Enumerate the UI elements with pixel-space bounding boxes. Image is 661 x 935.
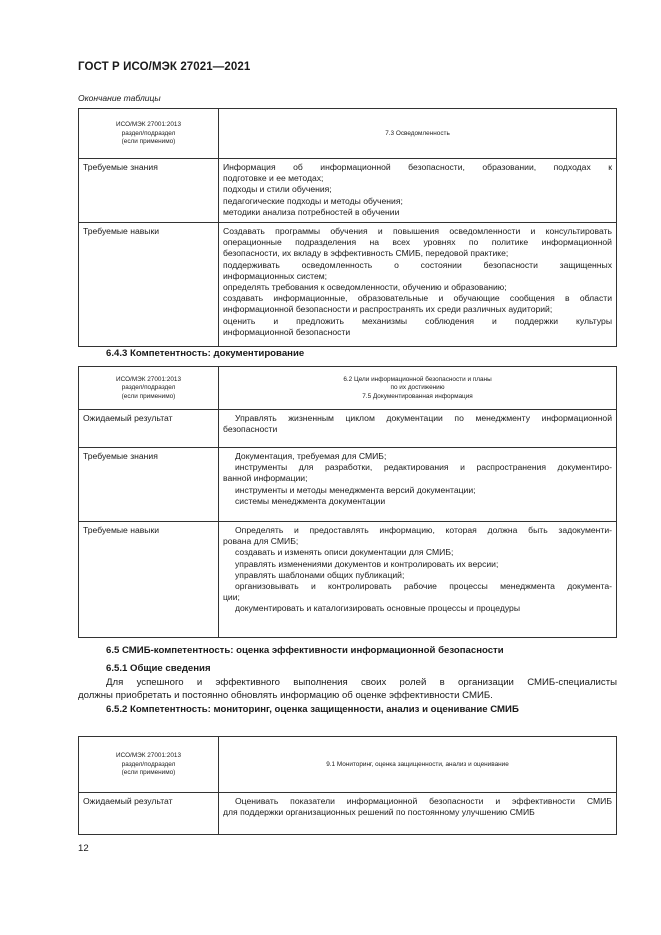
header-cell-clause-title xyxy=(219,737,617,793)
competence-table-monitoring xyxy=(78,736,617,835)
competence-table-documentation xyxy=(78,366,617,638)
text-line: создавать и изменять описи документации для СМИБ; xyxy=(235,547,454,558)
text-line: определять требования к осведомленности, обучению и образованию; xyxy=(223,282,507,293)
text-line: Для успешного и эффективного выполнения своих ролей в организации СМИБ-специалисты xyxy=(106,677,617,688)
header-cell-iso-clause xyxy=(79,109,219,159)
text-line: организовывать и контролировать рабочие процессы менеджмента документа- xyxy=(235,581,612,592)
row-label xyxy=(79,410,219,448)
document-header: ГОСТ Р ИСО/МЭК 27021—2021 xyxy=(78,61,251,73)
text-line: поддерживать осведомленность о состоянии безопасности защищенных xyxy=(223,259,612,270)
header-line: ИСО/МЭК 27001:2013 xyxy=(116,752,181,760)
section-heading-6-5-1: 6.5.1 Общие сведения xyxy=(106,663,211,674)
header-cell-iso-clause xyxy=(79,737,219,793)
text-line: безопасности xyxy=(223,424,278,435)
header-line: (если применимо) xyxy=(121,138,176,146)
header-cell-clause-title xyxy=(219,367,617,410)
row-label xyxy=(79,793,219,835)
row-content xyxy=(219,522,617,638)
text-line: инструменты и методы менеджмента версий документации; xyxy=(235,484,476,495)
header-cell-iso-clause xyxy=(79,367,219,410)
row-content xyxy=(219,410,617,448)
row-label: Требуемые знания xyxy=(79,448,219,522)
header-cell-clause-title xyxy=(219,109,617,159)
section-heading-6-5-2: 6.5.2 Компетентность: мониторинг, оценка защищенности, анализ и оценивание СМИБ xyxy=(106,704,519,715)
header-line: ИСО/МЭК 27001:2013 xyxy=(116,121,181,129)
row-content xyxy=(219,448,617,522)
text-line: ции; xyxy=(223,592,240,603)
text-line: Управлять жизненным циклом документации по менеджменту информационной xyxy=(235,413,612,423)
competence-table-awareness xyxy=(78,108,617,347)
text-line: безопасности, их вкладу в эффективность СМИБ, передовой практике; xyxy=(223,248,509,259)
text-line: Информация об информационной безопасности, образовании, подходах к xyxy=(223,162,612,172)
row-content xyxy=(219,223,617,347)
text-line: системы менеджмента документации xyxy=(235,495,386,506)
row-content xyxy=(219,159,617,223)
text-line: должны приобретать и постоянно обновлять информацию об оценке эффективности СМИБ. xyxy=(78,689,493,701)
paragraph-6-5-1 xyxy=(78,677,617,702)
row-label-text: Ожидаемый результат xyxy=(83,796,173,806)
text-line: оценить и предложить механизмы соблюдения и поддержки культуры xyxy=(223,315,612,326)
text-line: документировать и каталогизировать основные процессы и процедуры xyxy=(235,603,520,614)
text-line: для поддержки организационных решений по постоянному улучшению СМИБ xyxy=(223,807,535,818)
header-line: раздел/подраздел xyxy=(121,129,176,137)
header-line: (если применимо) xyxy=(121,392,176,400)
text-line: методики анализа потребностей в обучении xyxy=(223,206,400,217)
text-line: Определять и предоставлять информацию, которая должна быть задокументи- xyxy=(235,525,612,535)
text-line: педагогические подходы и методы обучения; xyxy=(223,195,403,206)
text-line: информационных систем; xyxy=(223,270,328,281)
page-number: 12 xyxy=(78,843,89,854)
header-line: 7.3 Осведомленность xyxy=(385,129,450,137)
header-line: по их достижению xyxy=(390,384,445,392)
text-line: подходы и стили обучения; xyxy=(223,184,332,195)
text-line: Документация, требуемая для СМИБ; xyxy=(235,451,387,461)
text-line: информационной безопасности xyxy=(223,326,351,337)
header-line: 9.1 Мониторинг, оценка защищенности, анализ и оценивание xyxy=(326,760,509,768)
text-line: ванной информации; xyxy=(223,473,308,484)
text-line: Создавать программы обучения и повышения осведомленности и консультировать xyxy=(223,226,612,236)
header-line: (если применимо) xyxy=(121,769,176,777)
section-heading-6-5: 6.5 СМИБ-компетентность: оценка эффективности информационной безопасности xyxy=(106,645,504,656)
text-line: управлять изменениями документов и контролировать их версии; xyxy=(235,558,499,569)
row-label: Требуемые навыки xyxy=(79,223,219,347)
row-label: Требуемые знания xyxy=(79,159,219,223)
row-label: Требуемые навыки xyxy=(79,522,219,638)
text-line: инструменты для разработки, редактирования и распространения документиро- xyxy=(235,462,612,473)
text-line: управлять шаблонами общих публикаций; xyxy=(235,569,405,580)
text-line: создавать информационные, образовательные и обучающие сообщения в области xyxy=(223,293,612,304)
text-line: информационной безопасности и распространять их среди различных аудиторий; xyxy=(223,304,553,315)
text-line: рована для СМИБ; xyxy=(223,536,299,547)
header-line: раздел/подраздел xyxy=(121,760,176,768)
header-line: 7.5 Документированная информация xyxy=(362,392,473,400)
text-line: подготовке и ее методах; xyxy=(223,173,324,184)
row-label-text: Ожидаемый результат xyxy=(83,413,173,423)
text-line: операционные подразделения на всех уровнях по политике информационной xyxy=(223,237,612,248)
table-continuation-caption: Окончание таблицы xyxy=(78,93,161,103)
section-heading-6-4-3: 6.4.3 Компетентность: документирование xyxy=(106,348,305,359)
header-line: 6.2 Цели информационной безопасности и планы xyxy=(343,375,492,383)
header-line: раздел/подраздел xyxy=(121,384,176,392)
header-line: ИСО/МЭК 27001:2013 xyxy=(116,375,181,383)
text-line: Оценивать показатели информационной безопасности и эффективности СМИБ xyxy=(235,796,612,806)
row-content xyxy=(219,793,617,835)
